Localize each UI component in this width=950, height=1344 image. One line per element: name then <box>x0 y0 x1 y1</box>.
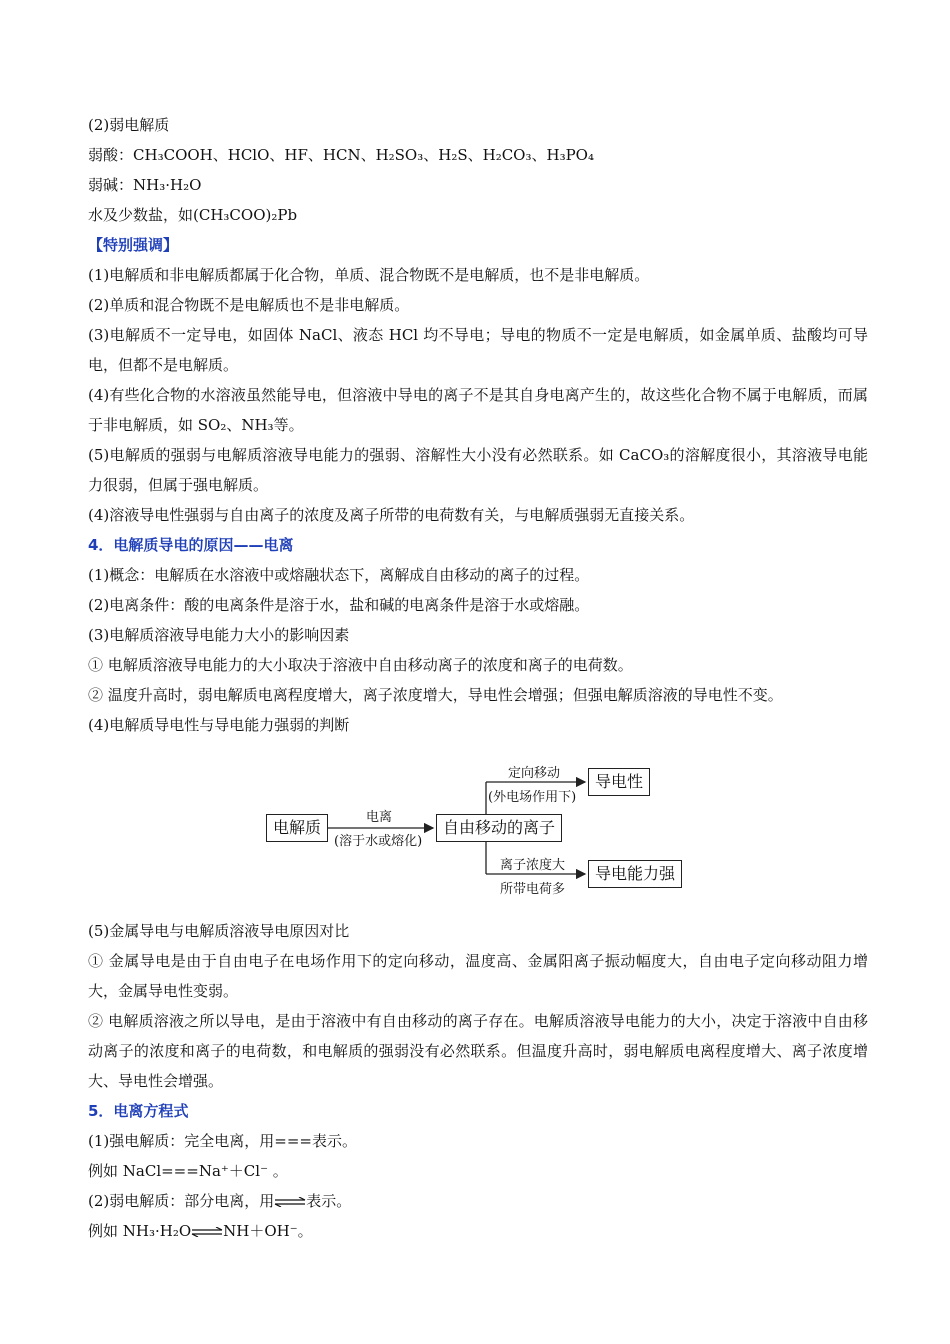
weak-example-suffix: NH＋OH⁻。 <box>223 1222 313 1240</box>
label-ionize: 电离 <box>366 810 393 825</box>
weak-bases-line <box>88 170 868 200</box>
weak-bases-label: 弱碱： <box>88 176 134 194</box>
special-item-6: (4)溶液导电性强弱与自由离子的浓度及离子所带的电荷数有关，与电解质强弱无直接关系。 <box>88 506 695 524</box>
weak-electrolyte-heading: (2)弱电解质 <box>88 116 170 134</box>
box-free-ions: 自由移动的离子 <box>436 814 562 842</box>
compare-title: (5)金属导电与电解质溶液导电原因对比 <box>88 922 350 940</box>
water-salt-line: 水及少数盐，如(CH₃COO)₂Pb <box>88 206 298 224</box>
weak-bases-list: NH₃·H₂O <box>133 176 202 194</box>
ionization-concept: (1)概念：电解质在水溶液中或熔融状态下，离解成自由移动的离子的过程。 <box>88 566 590 584</box>
weak-acids-list: CH₃COOH、HClO、HF、HCN、H₂SO₃、H₂S、H₂CO₃、H₃PO₄ <box>133 146 594 164</box>
compare-solution: ② 电解质溶液之所以导电，是由于溶液中有自由移动的离子存在。电解质溶液导电能力的大小，决定于溶液中自由移动离子的浓度和离子的电荷数，和电解质的强弱没有必然联系。但温度升高时，弱电解质电离程度增大、离子浓度增大、导电性会增强。 <box>88 1012 868 1090</box>
box-electrolyte: 电解质 <box>266 814 328 842</box>
factors-title: (3)电解质溶液导电能力大小的影响因素 <box>88 626 350 644</box>
conductivity-diagram <box>88 744 868 910</box>
ionization-condition: (2)电离条件：酸的电离条件是溶于水，盐和碱的电离条件是溶于水或熔融。 <box>88 596 590 614</box>
weak-acids-line <box>88 140 868 170</box>
special-item-1: (1)电解质和非电解质都属于化合物，单质、混合物既不是电解质，也不是非电解质。 <box>88 266 650 284</box>
special-item-4: (4)有些化合物的水溶液虽然能导电，但溶液中导电的离子不是其自身电离产生的，故这些化合物不属于电解质，而属于非电解质，如 SO₂、NH₃等。 <box>88 386 868 434</box>
label-external-field: (外电场作用下) <box>488 790 577 805</box>
special-item-5: (5)电解质的强弱与电解质溶液导电能力的强弱、溶解性大小没有必然联系。如 CaCO₃的溶解度很小，其溶液导电能力很弱，但属于强电解质。 <box>88 446 868 494</box>
compare-metal: ① 金属导电是由于自由电子在电场作用下的定向移动，温度高、金属阳离子振动幅度大，自由电子定向移动阻力增大，金属导电性变弱。 <box>88 952 868 1000</box>
strong-electrolyte-rule: (1)强电解质：完全电离，用===表示。 <box>88 1132 357 1150</box>
equilibrium-arrow-icon <box>191 1227 223 1237</box>
section-4-title: 4．电解质导电的原因——电离 <box>88 536 294 554</box>
section-5-title: 5．电离方程式 <box>88 1102 189 1120</box>
special-item-2: (2)单质和混合物既不是电解质也不是非电解质。 <box>88 296 410 314</box>
weak-rule-suffix: 表示。 <box>306 1192 352 1210</box>
label-dissolve-melt: (溶于水或熔化) <box>334 834 423 849</box>
special-emphasis-title: 【特别强调】 <box>88 236 179 254</box>
weak-electrolyte-example <box>88 1216 868 1246</box>
label-high-concentration: 离子浓度大 <box>500 858 566 873</box>
box-conductivity: 导电性 <box>588 768 650 796</box>
weak-acids-label: 弱酸： <box>88 146 134 164</box>
weak-rule-prefix: (2)弱电解质：部分电离，用 <box>88 1192 275 1210</box>
strong-electrolyte-example: 例如 NaCl===Na⁺＋Cl⁻ 。 <box>88 1162 288 1180</box>
factor-2: ② 温度升高时，弱电解质电离程度增大，离子浓度增大，导电性会增强；但强电解质溶液的导电性不变。 <box>88 686 783 704</box>
equilibrium-arrow-icon <box>274 1197 306 1207</box>
box-strong-conductivity: 导电能力强 <box>588 860 682 888</box>
weak-example-prefix: 例如 NH₃·H₂O <box>88 1222 192 1240</box>
judge-title: (4)电解质导电性与导电能力强弱的判断 <box>88 716 350 734</box>
label-more-charge: 所带电荷多 <box>500 882 566 897</box>
factor-1: ① 电解质溶液导电能力的大小取决于溶液中自由移动离子的浓度和离子的电荷数。 <box>88 656 633 674</box>
label-directed-move: 定向移动 <box>508 766 561 781</box>
weak-electrolyte-rule <box>88 1186 868 1216</box>
special-item-3: (3)电解质不一定导电，如固体 NaCl、液态 HCl 均不导电；导电的物质不一定是电解质，如金属单质、盐酸均可导电，但都不是电解质。 <box>88 326 868 374</box>
document-page <box>88 108 868 1246</box>
